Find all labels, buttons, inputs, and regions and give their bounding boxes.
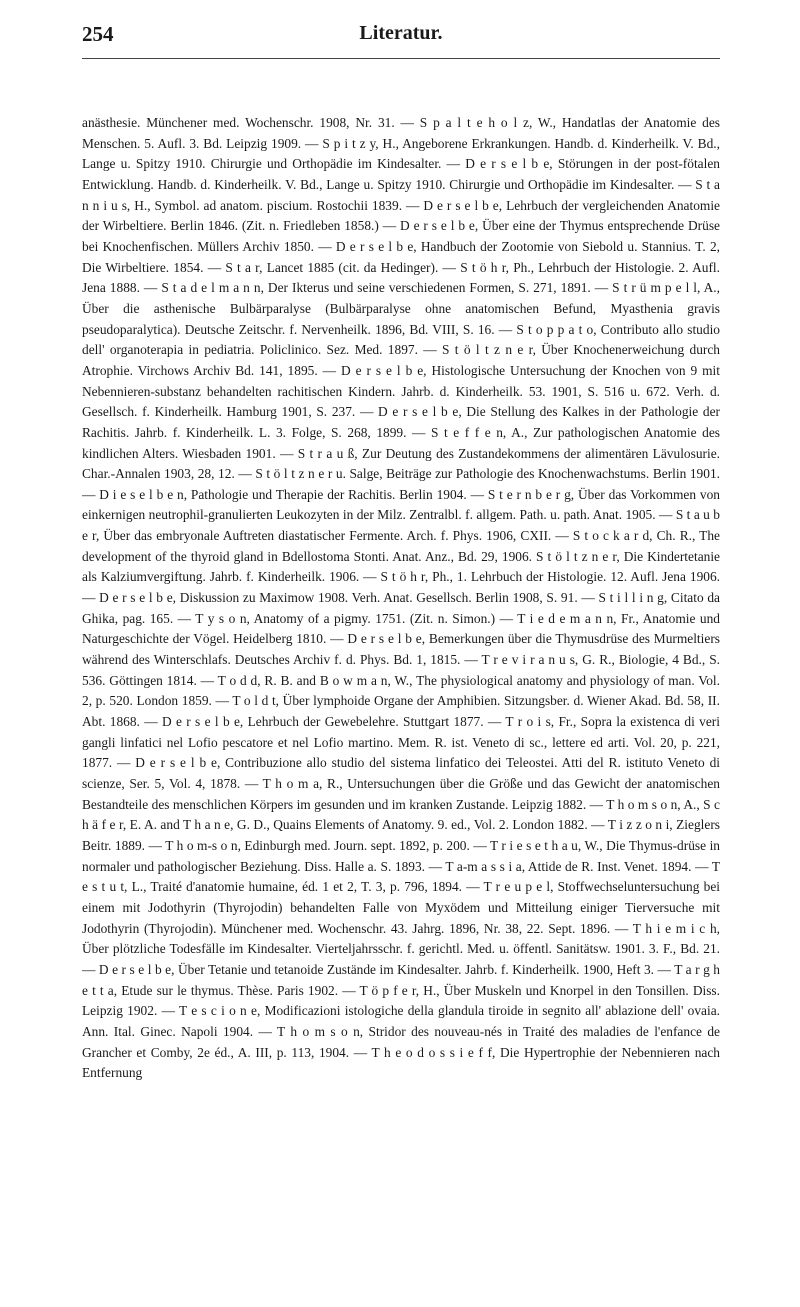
running-head [82,18,720,59]
running-title: Literatur. [359,22,443,44]
page-number: 254 [82,22,114,46]
bibliography-text: anästhesie. Münchener med. Wochenschr. 1908, Nr. 31. — S p a l t e h o l z, W., Handatlas der Anatomie des Menschen. 5. Aufl. 3. Bd. Leipzig 1909. — S p i t z y, H., Angeborene Erkrankungen. Handb. d. Kinderheilk. V. Bd., Lange u. Spitzy 1910. Chirurgie und Orthopädie im Kindesalter. — D e r s e l b e, Störungen in der post-fötalen Entwicklung. Handb. d. Kinderheilk. V. Bd., Lange u. Spitzy 1910. Chirurgie und Orthopädie im Kindesalter. — S t a n n i u s, H., Symbol. ad anatom. piscium. Rostochii 1839. — D e r s e l b e, Lehrbuch der vergleichenden Anatomie der Wirbeltiere. Berlin 1846. (Zit. n. Friedleben 1858.) — D e r s e l b e, Über eine der Thymus entsprechende Drüse bei Knochenfischen. Müllers Archiv 1850. — D e r s e l b e, Handbuch der Zootomie von Siebold u. Stannius. T. 2, Die Wirbeltiere. 1854. — S t a r, Lancet 1885 (cit. da Hedinger). — S t ö h r, Ph., Lehrbuch der Histologie. 2. Aufl. Jena 1888. — S t a d e l m a n n, Der Ikterus und seine verschiedenen Formen, S. 271, 1891. — S t r ü m p e l l, A., Über die asthenische Bulbärparalyse (Bulbärparalyse ohne anatomischen Befund, Myasthenia gravis pseudoparalytica). Deutsche Zeitschr. f. Nervenheilk. 1896, Bd. VIII, S. 16. — S t o p p a t o, Contributo allo studio dell' organoterapia in pediatria. Policlinico. Sez. Med. 1897. — S t ö l t z n e r, Über Knochenerweichung durch Atrophie. Virchows Archiv Bd. 141, 1895. — D e r s e l b e, Histologische Untersuchung der Knochen von 9 mit Nebennieren-substanz behandelten rachitischen Kindern. Jahrb. d. Kinderheilk. 53. 1901, S. 516 u. 672. Verh. d. Gesellsch. f. Kinderheilk. Hamburg 1901, S. 237. — D e r s e l b e, Die Stellung des Kalkes in der Pathologie der Rachitis. Jahrb. f. Kinderheilk. L. 3. Folge, S. 268, 1899. — S t e f f e n, A., Zur pathologischen Anatomie des kindlichen Alters. Wiesbaden 1901. — S t r a u ß, Zur Deutung des Zustandekommens der alimentären Lävulosurie. Char.-Annalen 1903, 28, 12. — S t ö l t z n e r u. Salge, Beiträge zur Pathologie des Knochenwachstums. Berlin 1901. — D i e s e l b e n, Pathologie und Therapie der Rachitis. Berlin 1904. — S t e r n b e r g, Über das Vorkommen von einkernigen neutrophil-granulierten Leukozyten in der Milz. Zentralbl. f. allgem. Path. u. path. Anat. 1905. — S t a u b e r, Über das embryonale Auftreten diastatischer Fermente. Arch. f. Phys. 1906, CXII. — S t o c k a r d, Ch. R., The development of the thyroid gland in Bdellostoma Stonti. Anat. Anz., Bd. 29, 1906. S t ö l t z n e r, Die Kindertetanie als Kalziumvergiftung. Jahrb. f. Kinderheilk. 1906. — S t ö h r, Ph., 1. Lehrbuch der Histologie. 12. Aufl. Jena 1906. — D e r s e l b e, Diskussion zu Maximow 1908. Verh. Anat. Gesellsch. Berlin 1908, S. 91. — S t i l l i n g, Citato da Ghika, pag. 165. — T y s o n, Anatomy of a pigmy. 1751. (Zit. n. Simon.) — T i e d e m a n n, Fr., Anatomie und Naturgeschichte der Vögel. Heidelberg 1810. — D e r s e l b e, Bemerkungen über die Thymusdrüse des Murmeltiers während des Winterschlafs. Deutsches Archiv f. d. Phys. Bd. 1, 1815. — T r e v i r a n u s, G. R., Biologie, 4 Bd., S. 536. Göttingen 1814. — T o d d, R. B. and B o w m a n, W., The physiological anatomy and physiology of man. Vol. 2, p. 520. London 1859. — T o l d t, Über lymphoide Organe der Amphibien. Sitzungsber. d. Wiener Akad. Bd. 58, II. Abt. 1868. — D e r s e l b e, Lehrbuch der Gewebelehre. Stuttgart 1877. — T r o i s, Fr., Sopra la existenca di veri gangli linfatici nel Lofio pescatore et nel Lofio martino. Mem. R. ist. Veneto di sc., lettere ed arti. Vol. 20, p. 221, 1877. — D e r s e l b e, Contribuzione allo studio del sistema linfatico dei Teleostei. Atti del R. istituto Veneto di scienze, Ser. 5, Vol. 4, 1878. — T h o m a, R., Untersuchungen über die Größe und das Gewicht der anatomischen Bestandteile des menschlichen Körpers im gesunden und im kranken Zustande. Leipzig 1882. — T h o m s o n, A., S c h ä f e r, E. A. and T h a n e, G. D., Quains Elements of Anatomy. 9. ed., Vol. 2. London 1882. — T i z z o n i, Zieglers Beitr. 1889. — T h o m-s o n, Edinburgh med. Journ. sept. 1892, p. 200. — T r i e s e t h a u, W., Die Thymus-drüse in normaler und pathologischer Beziehung. Diss. Halle a. S. 1893. — T a-m a s s i a, Attide de R. Inst. Venet. 1894. — T e s t u t, L., Traité d'anatomie humaine, éd. 1 et 2, T. 3, p. 796, 1894. — T r e u p e l, Stoffwechseluntersuchung bei einem mit Jodothyrin (Thyrojodin) behandelten Falle von Myxödem und Mitteilung einiger Tierversuche mit Jodothyrin (Thyrojodin). Münchener med. Wochenschr. 43. Jahrg. 1896, Nr. 38, 22. Sept. 1896. — T h i e m i c h, Über plötzliche Todesfälle im Kindesalter. Vierteljahrsschr. f. gerichtl. Med. u. öffentl. Sanitätsw. 1901. 3. F., Bd. 21. — D e r s e l b e, Über Tetanie und tetanoide Zustände im Kindesalter. Jahrb. f. Kinderheilk. 1900, Heft 3. — T a r g h e t t a, Etude sur le thymus. Thèse. Paris 1902. — T ö p f e r, H., Über Muskeln und Knorpel in den Tonsillen. Diss. Leipzig 1902. — T e s c i o n e, Modificazioni istologiche della glandula tiroide in segnito all' ablazione dell' ovaia. Ann. Ital. Ginec. Napoli 1904. — T h o m s o n, Stridor des nouveau-nés in Traité des maladies de l'enfance de Grancher et Comby, 2e éd., A. III, p. 113, 1904. — T h e o d o s s i e f f, Die Hypertrophie der Nebennieren nach Entfernung [82,115,720,1081]
page [82,0,720,1097]
